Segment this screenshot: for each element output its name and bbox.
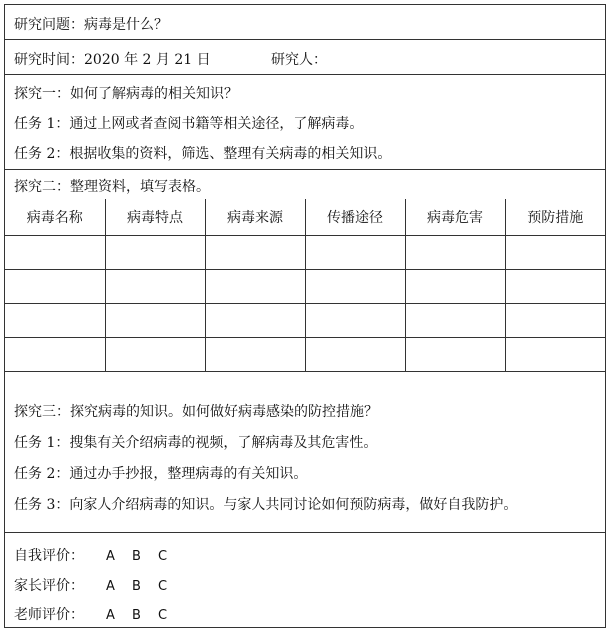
blank-cell[interactable] xyxy=(105,235,205,269)
blank-cell[interactable] xyxy=(405,303,505,337)
blank-cell[interactable] xyxy=(305,337,405,371)
grade-option-c[interactable]: C xyxy=(158,608,168,623)
blank-cell[interactable] xyxy=(305,269,405,303)
table-row xyxy=(5,269,605,303)
blank-cell[interactable] xyxy=(305,235,405,269)
table-header-row xyxy=(5,199,605,235)
teacher-evaluation xyxy=(14,604,184,624)
time-row xyxy=(5,40,605,75)
inquiry-one-section xyxy=(5,75,605,170)
grade-option-c[interactable]: C xyxy=(158,579,168,594)
inquiry-two-header xyxy=(5,170,605,199)
blank-cell[interactable] xyxy=(305,303,405,337)
blank-cell[interactable] xyxy=(105,337,205,371)
blank-cell[interactable] xyxy=(205,269,305,303)
inquiry-three-task-3: 任务 3：向家人介绍病毒的知识。与家人共同讨论如何预防病毒，做好自我防护。 xyxy=(14,497,518,513)
grade-option-b[interactable]: B xyxy=(132,608,141,623)
grade-option-b[interactable]: B xyxy=(132,549,141,564)
inquiry-three-title: 探究三：探究病毒的知识。如何做好病毒感染的防控措施？ xyxy=(14,404,378,420)
grade-option-c[interactable]: C xyxy=(158,549,168,564)
inquiry-three-task-1: 任务 1：搜集有关介绍病毒的视频，了解病毒及其危害性。 xyxy=(14,435,378,451)
evaluation-section xyxy=(5,533,605,627)
self-evaluation xyxy=(14,545,184,565)
blank-cell[interactable] xyxy=(405,269,505,303)
grade-option-a[interactable]: A xyxy=(106,608,115,623)
grade-option-a[interactable]: A xyxy=(106,579,115,594)
blank-cell[interactable] xyxy=(505,303,605,337)
evaluation-label: 自我评价： xyxy=(14,548,84,564)
column-header: 传播途径 xyxy=(305,199,405,235)
inquiry-three-section xyxy=(5,371,605,533)
table-row xyxy=(5,235,605,269)
blank-cell[interactable] xyxy=(205,337,305,371)
research-time: 研究时间：2020 年 2 月 21 日 xyxy=(14,52,211,68)
blank-cell[interactable] xyxy=(205,235,305,269)
grade-option-a[interactable]: A xyxy=(106,549,115,564)
evaluation-label: 家长评价： xyxy=(14,578,84,594)
inquiry-one-title: 探究一：如何了解病毒的相关知识？ xyxy=(14,86,238,102)
column-header: 病毒来源 xyxy=(205,199,305,235)
column-header: 病毒名称 xyxy=(5,199,105,235)
blank-cell[interactable] xyxy=(5,235,105,269)
column-header: 病毒特点 xyxy=(105,199,205,235)
parent-evaluation xyxy=(14,575,184,595)
blank-cell[interactable] xyxy=(505,235,605,269)
research-worksheet xyxy=(4,4,606,628)
blank-cell[interactable] xyxy=(505,337,605,371)
inquiry-one-task-1: 任务 1：通过上网或者查阅书籍等相关途径，了解病毒。 xyxy=(14,116,364,132)
blank-cell[interactable] xyxy=(405,337,505,371)
blank-cell[interactable] xyxy=(5,269,105,303)
blank-cell[interactable] xyxy=(105,303,205,337)
blank-cell[interactable] xyxy=(105,269,205,303)
researcher-label: 研究人： xyxy=(271,52,327,68)
blank-cell[interactable] xyxy=(505,269,605,303)
column-header: 预防措施 xyxy=(505,199,605,235)
research-question: 研究问题：病毒是什么？ xyxy=(14,17,168,33)
column-header: 病毒危害 xyxy=(405,199,505,235)
virus-info-table xyxy=(5,199,605,372)
question-row xyxy=(5,5,605,40)
blank-cell[interactable] xyxy=(5,303,105,337)
inquiry-three-task-2: 任务 2：通过办手抄报，整理病毒的有关知识。 xyxy=(14,466,308,482)
blank-cell[interactable] xyxy=(205,303,305,337)
inquiry-one-task-2: 任务 2：根据收集的资料，筛选、整理有关病毒的相关知识。 xyxy=(14,146,392,162)
grade-option-b[interactable]: B xyxy=(132,579,141,594)
evaluation-label: 老师评价： xyxy=(14,607,84,623)
blank-cell[interactable] xyxy=(405,235,505,269)
table-row xyxy=(5,303,605,337)
inquiry-two-title: 探究二：整理资料，填写表格。 xyxy=(14,179,210,195)
table-row xyxy=(5,337,605,371)
blank-cell[interactable] xyxy=(5,337,105,371)
